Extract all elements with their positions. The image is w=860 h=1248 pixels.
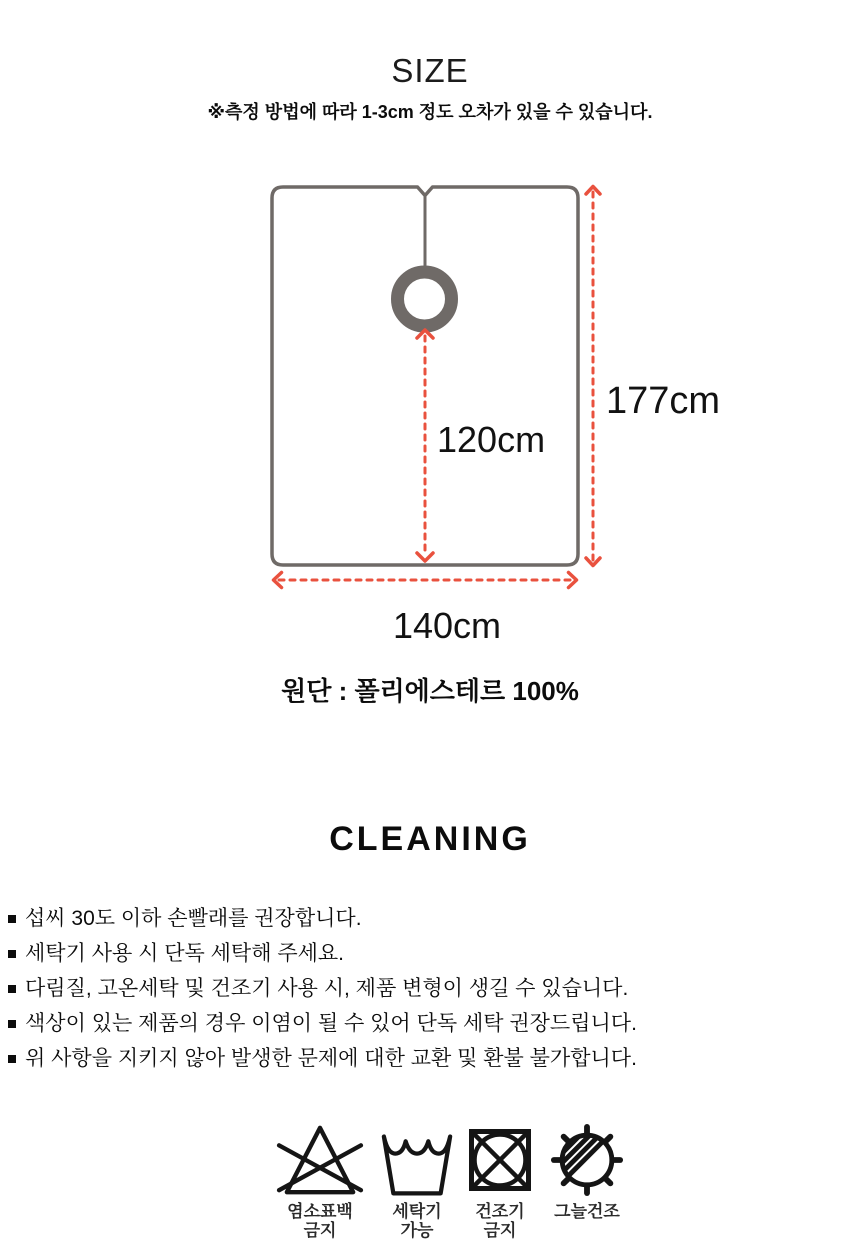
cleaning-instruction-text: 위 사항을 지키지 않아 발생한 문제에 대한 교환 및 환불 불가합니다. — [25, 1047, 637, 1070]
no-bleach-icon — [276, 1122, 364, 1198]
care-label: 그늘건조 — [554, 1202, 620, 1221]
size-section-subtitle: ※측정 방법에 따라 1-3cm 정도 오차가 있을 수 있습니다. — [207, 102, 653, 122]
care-label: 건조기 금지 — [475, 1202, 525, 1240]
size-section-title: SIZE — [391, 52, 469, 89]
cleaning-instruction — [8, 901, 828, 936]
width-arrow — [274, 573, 577, 588]
cleaning-instruction — [8, 1041, 828, 1076]
cleaning-instruction — [8, 971, 828, 1006]
care-symbol-shade-dry — [532, 1121, 642, 1221]
cleaning-section-title: CLEANING — [329, 820, 531, 858]
bullet-square-icon — [8, 950, 16, 958]
fabric-info: 원단 : 폴리에스테르 100% — [281, 676, 579, 706]
cleaning-instruction-text: 섭씨 30도 이하 손빨래를 권장합니다. — [25, 907, 362, 930]
cleaning-instruction — [8, 936, 828, 971]
bullet-square-icon — [8, 1055, 16, 1063]
height-arrow — [586, 187, 600, 566]
bullet-square-icon — [8, 985, 16, 993]
inner-height-label: 120cm — [437, 419, 546, 460]
bullet-square-icon — [8, 1020, 16, 1028]
inner-height-arrow — [417, 330, 433, 561]
neck-hole — [398, 272, 452, 326]
care-label: 세탁기 가능 — [392, 1202, 442, 1240]
cleaning-instructions — [8, 901, 828, 1076]
cleaning-instruction-text: 다림질, 고온세탁 및 건조기 사용 시, 제품 변형이 생길 수 있습니다. — [25, 977, 629, 1000]
height-label: 177cm — [606, 380, 720, 422]
size-diagram — [240, 170, 720, 660]
cleaning-instruction-text: 색상이 있는 제품의 경우 이염이 될 수 있어 단독 세탁 권장드립니다. — [25, 1012, 637, 1035]
width-label: 140cm — [392, 605, 502, 646]
bullet-square-icon — [8, 915, 16, 923]
no-tumble-dry-icon — [467, 1127, 533, 1193]
cleaning-instruction-text: 세탁기 사용 시 단독 세탁해 주세요. — [25, 942, 345, 965]
care-symbol-no-bleach — [265, 1121, 375, 1240]
care-label: 염소표백 금지 — [287, 1202, 353, 1240]
cleaning-instruction — [8, 1006, 828, 1041]
shade-dry-icon — [550, 1123, 624, 1197]
